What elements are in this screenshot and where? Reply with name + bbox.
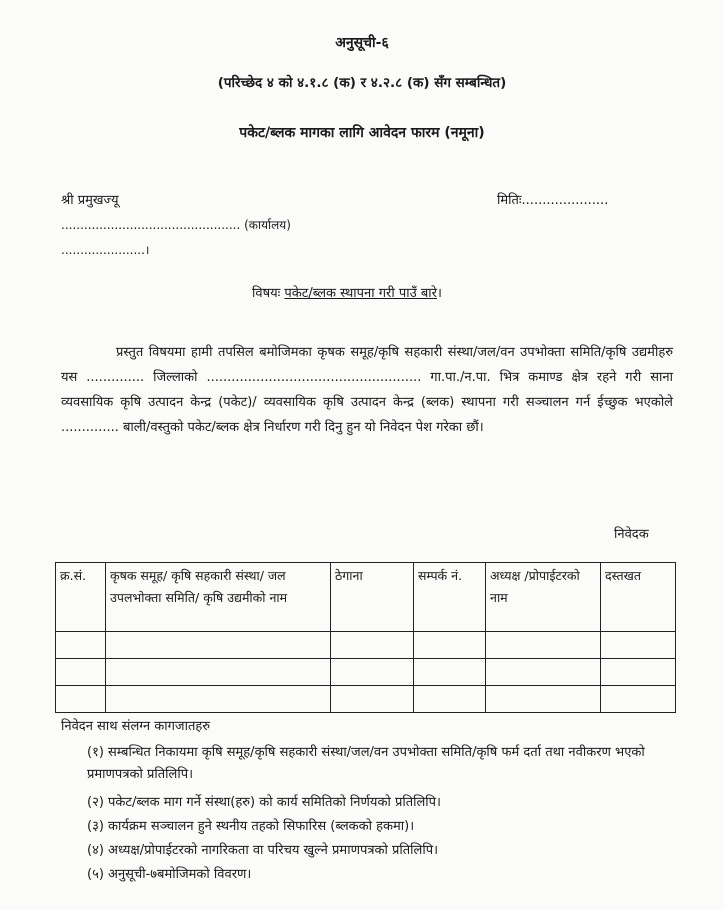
table-cell[interactable] [331,632,414,659]
header-group-name: कृषक समूह/ कृषि सहकारी संस्था/ जल उपलभोक्ता समिति/ कृषि उद्यमीको नाम [106,563,331,632]
header-signature: दस्तखत [601,563,676,632]
body-text: प्रस्तुत विषयमा हामी तपसिल बमोजिमका कृषक समूह/कृषि सहकारी संस्था/जल/वन उपभोक्ता समिति/कृषि उद्यमीहरु यस .............. जिल्लाको .................................................... गा.पा./न.पा. भित्र कमाण्ड क्षेत्र रहने गरी साना व्यवसायिक कृषि उत्पादन केन्द्र (पकेट)/ व्यवसायिक कृषि उत्पादन केन्द्र (ब्लक) स्थापना गरी सञ्चालन गर्न ईच्छुक भएकोले .............. बाली/वस्तुको पकेट/ब्लक क्षेत्र निर्धारण गरी दिनु हुन यो निवेदन पेश गरेका छौं। [61,345,673,435]
subject-line [252,283,442,301]
subject-end: । [436,286,442,301]
header-serial: क्र.सं. [56,563,106,632]
subject-text: पकेट/ब्लक स्थापना गरी पाउँ बारे [284,286,437,301]
attachment-item-1: (१) सम्बन्धित निकायमा कृषि समूह/कृषि सहकारी संस्था/जल/वन उपभोक्ता समिति/कृषि फर्म दर्ता तथा नवीकरण भएको प्रमाणपत्रको प्रतिलिपि। [87,745,645,782]
attachments-heading: निवेदन साथ संलग्न कागजातहरु [61,719,211,734]
attachment-item-3: (३) कार्यक्रम सञ्चालन हुने स्थनीय तहको सिफारिस (ब्लकको हकमा)। [87,819,415,834]
date-field: मितिः..................... [497,193,609,208]
table-cell[interactable] [331,686,414,713]
attachment-item-4: (४) अध्यक्ष/प्रोपाईटरको नागरिकता वा परिचय खुल्ने प्रमाणपत्रको प्रतिलिपि। [87,843,439,858]
table-cell[interactable] [56,686,106,713]
subject-label: विषयः [252,286,281,301]
table-cell[interactable] [106,632,331,659]
table-cell[interactable] [601,686,676,713]
table-cell[interactable] [56,632,106,659]
attachment-item-2: (२) पकेट/ब्लक माग गर्ने संस्था(हरु) को कार्य समितिको निर्णयको प्रतिलिपि। [87,795,441,810]
applicant-label: निवेदक [614,527,649,542]
form-title: पकेट/ब्लक मागका लागि आवेदन फारम (नमूना) [239,125,485,141]
header-address: ठेगाना [331,563,414,632]
table-row [56,686,676,713]
table-cell[interactable] [486,632,601,659]
table-row [56,659,676,686]
table-cell[interactable] [601,632,676,659]
annex-title: अनुसूची-६ [335,35,389,51]
table-row [56,632,676,659]
body-paragraph [61,340,673,440]
header-chair-name: अध्यक्ष /प्रोपाईटरको नाम [486,563,601,632]
table-header-row [56,563,676,632]
table-cell[interactable] [331,659,414,686]
table-cell[interactable] [106,686,331,713]
reference-line: (परिच्छेद ४ को ४.१.८ (क) र ४.२.८ (क) सँग सम्बन्धित) [217,75,507,91]
table-cell[interactable] [601,659,676,686]
table-cell[interactable] [486,686,601,713]
table-cell[interactable] [106,659,331,686]
header-contact: सम्पर्क नं. [414,563,486,632]
table-cell[interactable] [56,659,106,686]
office-line: ............................................... (कार्यालय) [61,218,291,232]
location-line: ......................। [61,243,150,257]
attachment-item-5: (५) अनुसूची-७बमोजिमको विवरण। [87,867,252,882]
table-cell[interactable] [486,659,601,686]
table-cell[interactable] [414,659,486,686]
table-cell[interactable] [414,632,486,659]
applicant-table [55,562,676,713]
salutation: श्री प्रमुखज्यू [61,193,119,208]
table-cell[interactable] [414,686,486,713]
